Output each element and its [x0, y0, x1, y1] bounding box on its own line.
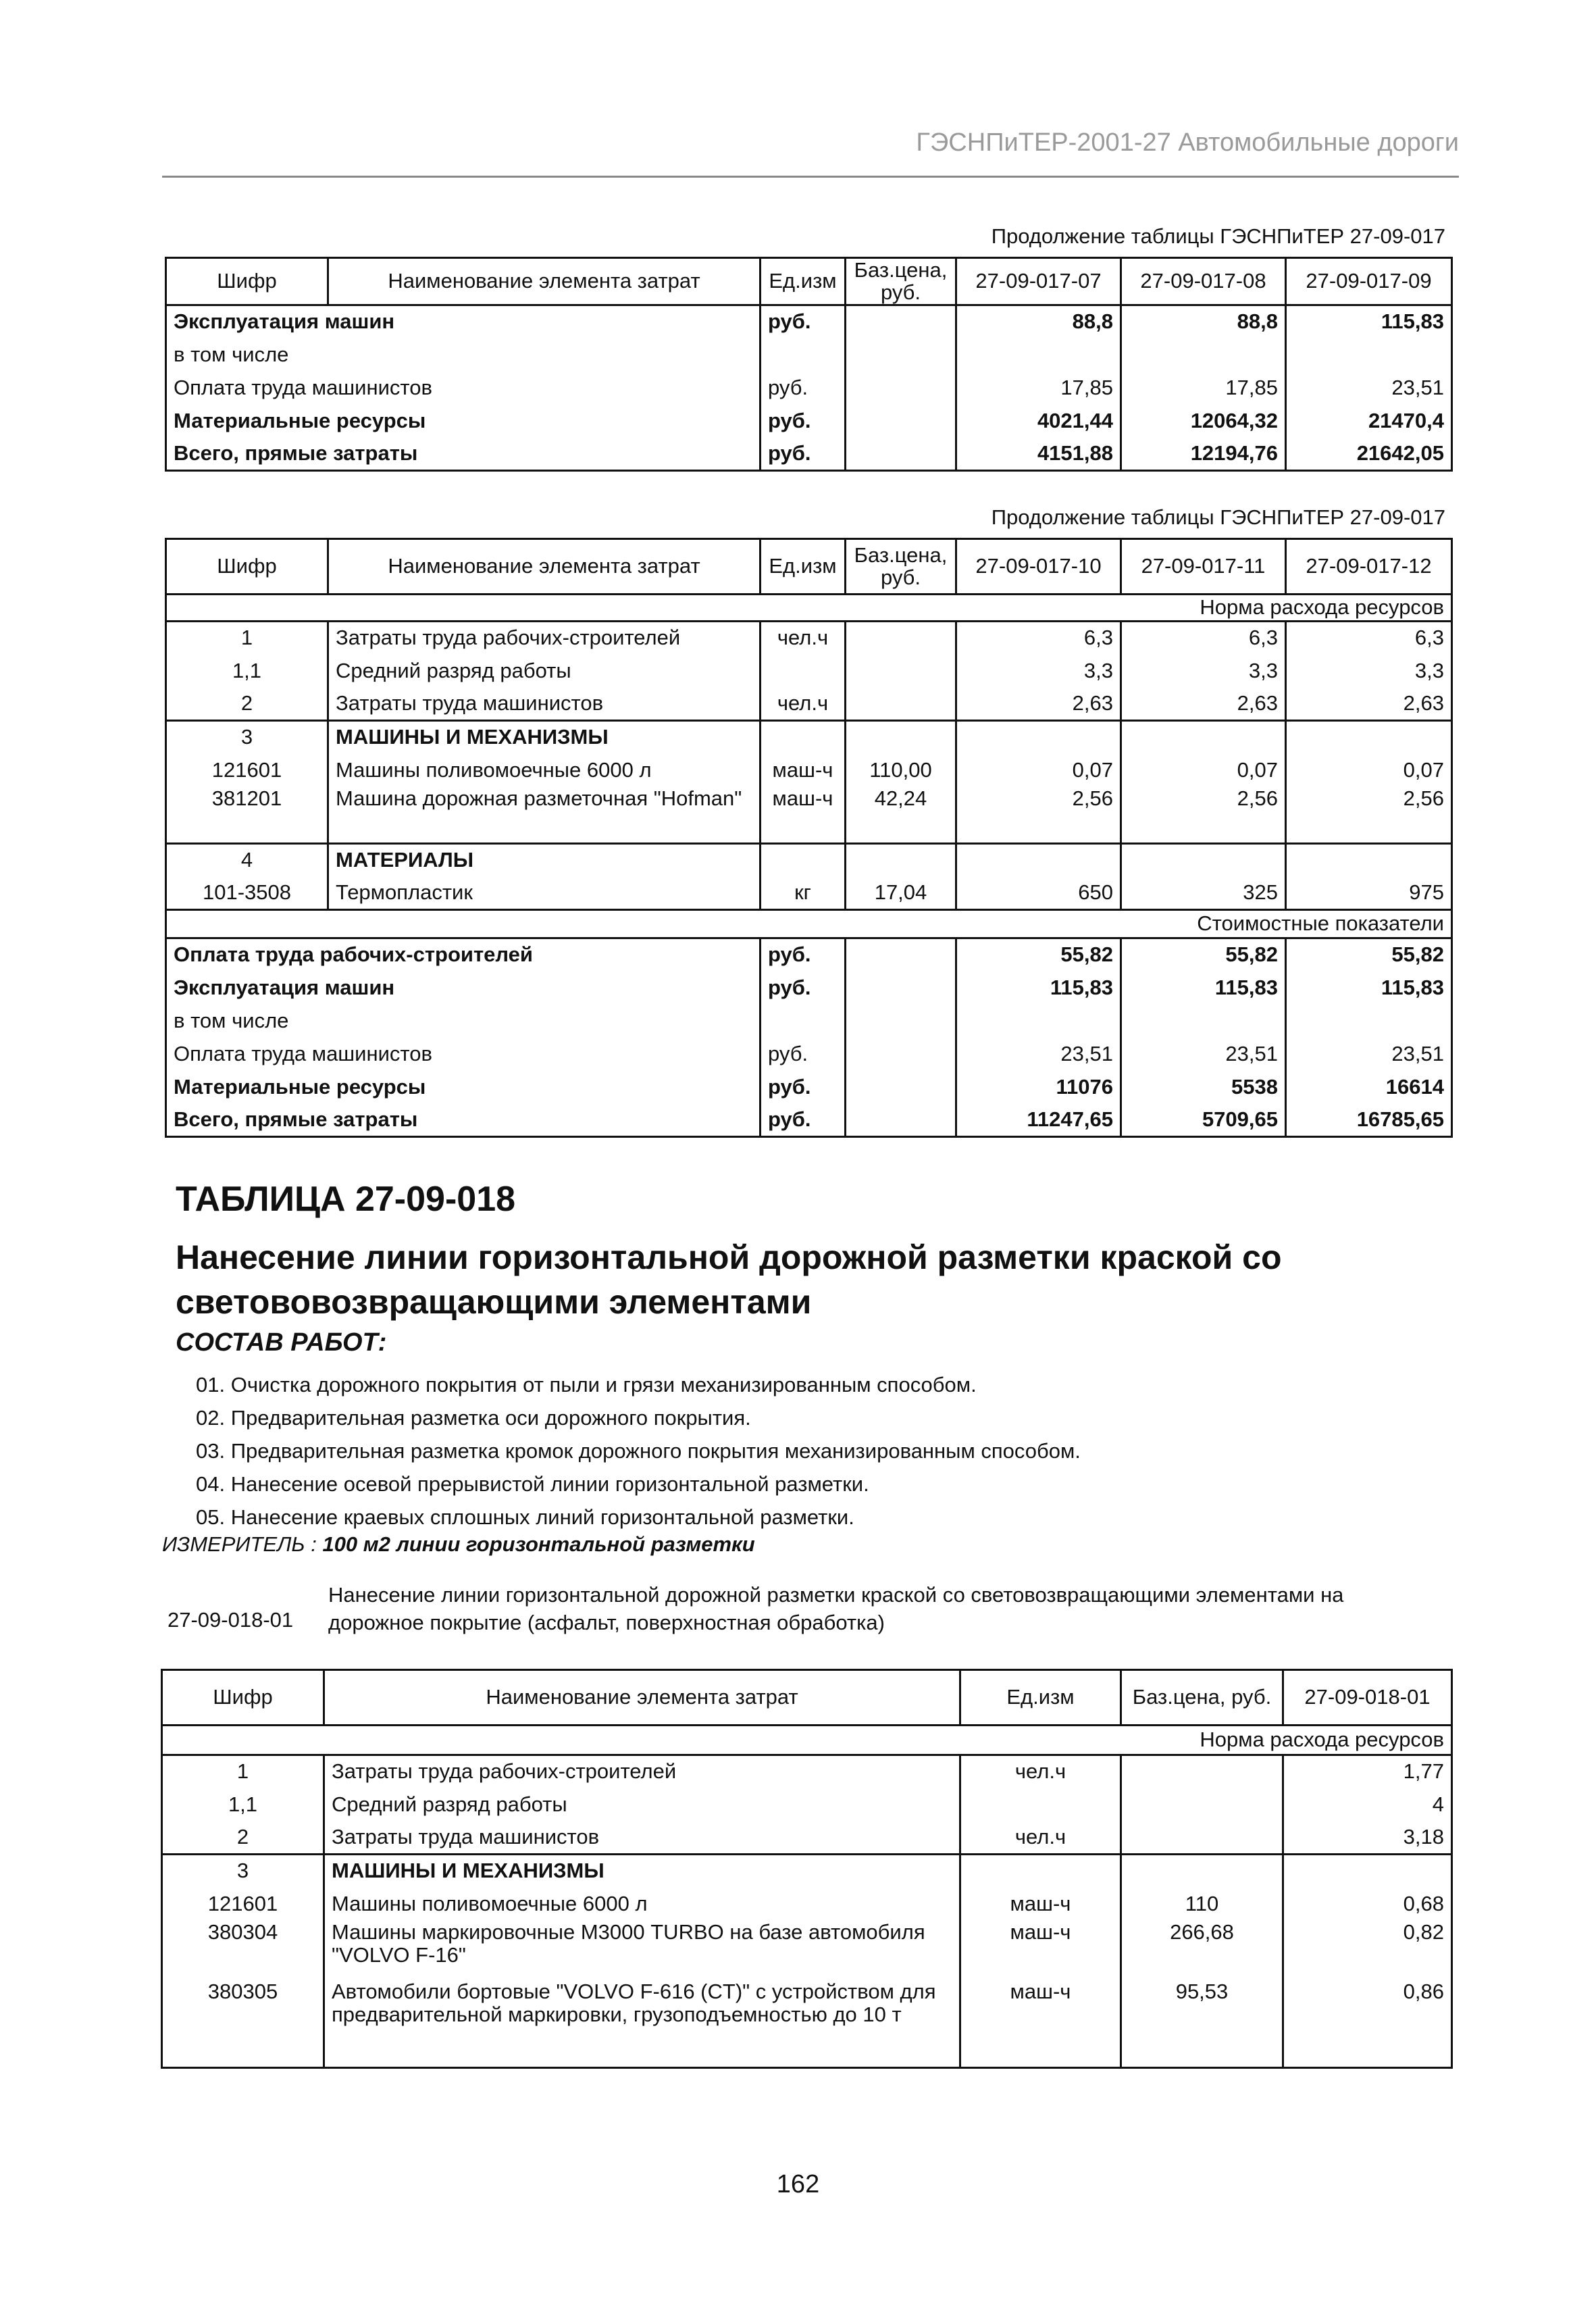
page-number: 162: [776, 2170, 820, 2198]
table-row: [162, 1921, 1452, 1980]
row-unit: маш-ч: [761, 754, 846, 787]
table-row: [162, 1855, 1452, 1888]
row-name: Машины поливомоечные 6000 л: [328, 754, 761, 787]
table-row: [166, 372, 1452, 405]
row-value: 115,83: [1286, 305, 1452, 338]
table-row: [166, 1038, 1452, 1071]
row-name: Оплата труда машинистов: [166, 1038, 761, 1071]
table-row: [166, 405, 1452, 438]
row-value: 12194,76: [1121, 438, 1286, 471]
head-col-3: 27-09-017-09: [1286, 258, 1452, 305]
section-title: ТАБЛИЦА 27-09-018: [176, 1180, 516, 1219]
row-value: 6,3: [1286, 622, 1452, 655]
row-value: 3,3: [1286, 655, 1452, 688]
row-value: 2,56: [956, 787, 1121, 844]
row-name: Машины маркировочные М3000 TURBO на базе автомобиля "VOLVO F-16": [324, 1921, 960, 1980]
list-item: 03. Предварительная разметка кромок дорожного покрытия механизированным способом.: [196, 1439, 1081, 1463]
row-base: 110,00: [846, 754, 956, 787]
row-base: 42,24: [846, 787, 956, 844]
table-row: [166, 938, 1452, 972]
table2-caption: Продолжение таблицы ГЭСНПиТЕР 27-09-017: [991, 505, 1445, 529]
head-code: Шифр: [166, 258, 328, 305]
row-name: Затраты труда машинистов: [324, 1821, 960, 1855]
row-value: 55,82: [956, 938, 1121, 972]
row-base: [846, 688, 956, 721]
row-value: 0,07: [1286, 754, 1452, 787]
table-row: [166, 622, 1452, 655]
row-unit: маш-ч: [960, 1921, 1121, 1980]
head-base-price: Баз.цена, руб.: [846, 258, 956, 305]
row-base: [1121, 1821, 1283, 1855]
item-code: 27-09-018-01: [168, 1608, 294, 1632]
row-value: 4: [1283, 1788, 1452, 1821]
row-base: [846, 622, 956, 655]
table-row: [166, 688, 1452, 721]
table-row: [166, 1005, 1452, 1038]
row-value: 4021,44: [956, 405, 1121, 438]
section-subtitle: Нанесение линии горизонтальной дорожной разметки краской со светововозвращающими элементами: [176, 1238, 1282, 1321]
row-code: 2: [166, 688, 328, 721]
row-value: 115,83: [1121, 972, 1286, 1005]
row-name: Затраты труда рабочих-строителей: [324, 1755, 960, 1788]
table-row: [166, 655, 1452, 688]
works-list: [196, 1368, 1081, 1534]
row-base: [1121, 1755, 1283, 1788]
head-col-1: 27-09-017-10: [956, 539, 1121, 595]
table1-header-row: [166, 258, 1452, 305]
row-unit: руб.: [761, 305, 846, 338]
table1: [165, 257, 1453, 472]
row-name: Затраты труда рабочих-строителей: [328, 622, 761, 655]
meter-line: [162, 1532, 755, 1557]
table3: [161, 1669, 1453, 2069]
table1-caption: Продолжение таблицы ГЭСНПиТЕР 27-09-017: [991, 224, 1445, 248]
row-name: Термопластик: [328, 877, 761, 910]
row-value: 17,85: [956, 372, 1121, 405]
row-value: 3,18: [1283, 1821, 1452, 1855]
table-row: [166, 338, 1452, 372]
works-heading: СОСТАВ РАБОТ:: [176, 1328, 387, 1357]
list-item: 01. Очистка дорожного покрытия от пыли и грязи механизированным способом.: [196, 1373, 977, 1397]
table2-header-row: [166, 539, 1452, 595]
row-value: 23,51: [1121, 1038, 1286, 1071]
row-name: Средний разряд работы: [328, 655, 761, 688]
head-unit: Ед.изм: [761, 258, 846, 305]
row-name: Средний разряд работы: [324, 1788, 960, 1821]
row-unit: чел.ч: [761, 688, 846, 721]
row-code: 121601: [162, 1888, 324, 1921]
row-code: 4: [166, 844, 328, 877]
table-row: [166, 877, 1452, 910]
row-unit: [761, 655, 846, 688]
row-code: 101-3508: [166, 877, 328, 910]
row-value: 55,82: [1286, 938, 1452, 972]
table-row: [166, 721, 1452, 754]
row-code: 3: [166, 721, 328, 754]
row-value: 0,07: [1121, 754, 1286, 787]
row-value: 21470,4: [1286, 405, 1452, 438]
norm-section-label: Норма расхода ресурсов: [162, 1726, 1452, 1755]
row-unit: [960, 1788, 1121, 1821]
table-row: [162, 1980, 1452, 2068]
row-base: 95,53: [1121, 1980, 1283, 2068]
row-base: [1121, 1788, 1283, 1821]
row-value: 0,86: [1283, 1980, 1452, 2068]
row-unit: маш-ч: [960, 1980, 1121, 2068]
row-unit: руб.: [761, 1104, 846, 1137]
table-row: [166, 1104, 1452, 1137]
table-row: [162, 1821, 1452, 1855]
row-base: [846, 305, 956, 338]
row-name: Материальные ресурсы: [166, 405, 761, 438]
row-value: 0,07: [956, 754, 1121, 787]
row-name: в том числе: [166, 338, 761, 372]
row-code: 1: [162, 1755, 324, 1788]
head-col-1: 27-09-018-01: [1283, 1670, 1452, 1726]
head-col-2: 27-09-017-11: [1121, 539, 1286, 595]
row-unit: руб.: [761, 972, 846, 1005]
row-code: 2: [162, 1821, 324, 1855]
row-code: 381201: [166, 787, 328, 844]
row-value: 2,63: [1286, 688, 1452, 721]
row-unit: руб.: [761, 938, 846, 972]
head-unit: Ед.изм: [761, 539, 846, 595]
norm-section-label: Норма расхода ресурсов: [166, 595, 1452, 622]
table-row: [166, 972, 1452, 1005]
row-unit: руб.: [761, 1038, 846, 1071]
row-value: 21642,05: [1286, 438, 1452, 471]
row-code: 1: [166, 622, 328, 655]
table-row: [166, 305, 1452, 338]
row-unit: чел.ч: [960, 1821, 1121, 1855]
list-item: 02. Предварительная разметка оси дорожного покрытия.: [196, 1406, 751, 1430]
row-unit: чел.ч: [960, 1755, 1121, 1788]
item-description: Нанесение линии горизонтальной дорожной разметки краской со световозвращающими элементами на дорожное покрытие (асфальт, поверхностная обработка): [328, 1583, 1344, 1634]
row-value: 23,51: [1286, 372, 1452, 405]
table2: [165, 538, 1453, 1138]
row-value: 5709,65: [1121, 1104, 1286, 1137]
row-base: 17,04: [846, 877, 956, 910]
row-value: 325: [1121, 877, 1286, 910]
row-value: 2,63: [1121, 688, 1286, 721]
row-name: Всего, прямые затраты: [166, 438, 761, 471]
row-unit: руб.: [761, 405, 846, 438]
row-value: 23,51: [956, 1038, 1121, 1071]
row-name: Затраты труда машинистов: [328, 688, 761, 721]
row-value: 88,8: [1121, 305, 1286, 338]
row-name: Эксплуатация машин: [166, 305, 761, 338]
row-unit: руб.: [761, 438, 846, 471]
row-name: Автомобили бортовые "VOLVO F-616 (CT)" с устройством для предварительной маркировки, грузоподъемностью до 10 т: [324, 1980, 960, 2068]
row-code: 380304: [162, 1921, 324, 1980]
row-value: 11076: [956, 1071, 1121, 1104]
table-row: [166, 438, 1452, 471]
row-value: 16785,65: [1286, 1104, 1452, 1137]
table3-header-row: [162, 1670, 1452, 1726]
row-value: 6,3: [956, 622, 1121, 655]
head-col-2: 27-09-017-08: [1121, 258, 1286, 305]
head-base-price: Баз.цена, руб.: [846, 539, 956, 595]
list-item: 05. Нанесение краевых сплошных линий горизонтальной разметки.: [196, 1505, 854, 1529]
row-name: Оплата труда машинистов: [166, 372, 761, 405]
row-code: 1,1: [162, 1788, 324, 1821]
row-value: 3,3: [1121, 655, 1286, 688]
cost-section-label: Стоимостные показатели: [166, 910, 1452, 938]
row-unit: кг: [761, 877, 846, 910]
header-text: ГЭСНПиТЕР-2001-27 Автомобильные дороги: [916, 128, 1459, 157]
row-value: 4151,88: [956, 438, 1121, 471]
row-unit: руб.: [761, 372, 846, 405]
row-value: 2,63: [956, 688, 1121, 721]
table-row: [166, 844, 1452, 877]
row-code: 121601: [166, 754, 328, 787]
meter-label: ИЗМЕРИТЕЛЬ :: [162, 1532, 317, 1556]
row-name: МАШИНЫ И МЕХАНИЗМЫ: [328, 721, 761, 754]
running-header: [162, 128, 1459, 178]
table-row: [162, 1755, 1452, 1788]
row-value: 1,77: [1283, 1755, 1452, 1788]
row-value: 17,85: [1121, 372, 1286, 405]
head-name: Наименование элемента затрат: [324, 1670, 960, 1726]
row-name: в том числе: [166, 1005, 761, 1038]
head-name: Наименование элемента затрат: [328, 539, 761, 595]
row-code: 3: [162, 1855, 324, 1888]
table-row: [166, 754, 1452, 787]
row-name: Машины поливомоечные 6000 л: [324, 1888, 960, 1921]
head-col-1: 27-09-017-07: [956, 258, 1121, 305]
row-value: 0,68: [1283, 1888, 1452, 1921]
row-base: [846, 655, 956, 688]
row-value: 12064,32: [1121, 405, 1286, 438]
row-value: 0,82: [1283, 1921, 1452, 1980]
row-unit: чел.ч: [761, 622, 846, 655]
row-code: 380305: [162, 1980, 324, 2068]
row-name: Материальные ресурсы: [166, 1071, 761, 1104]
table-row: [162, 1888, 1452, 1921]
head-base-price: Баз.цена, руб.: [1121, 1670, 1283, 1726]
row-name: Всего, прямые затраты: [166, 1104, 761, 1137]
row-name: МАШИНЫ И МЕХАНИЗМЫ: [324, 1855, 960, 1888]
list-item: 04. Нанесение осевой прерывистой линии горизонтальной разметки.: [196, 1472, 869, 1496]
table-row: [166, 787, 1452, 844]
row-code: 1,1: [166, 655, 328, 688]
row-value: 115,83: [1286, 972, 1452, 1005]
row-base: 110: [1121, 1888, 1283, 1921]
row-unit: руб.: [761, 1071, 846, 1104]
row-value: 650: [956, 877, 1121, 910]
row-value: 2,56: [1286, 787, 1452, 844]
row-value: 16614: [1286, 1071, 1452, 1104]
row-value: 55,82: [1121, 938, 1286, 972]
meter-value: 100 м2 линии горизонтальной разметки: [322, 1532, 755, 1556]
row-base: 266,68: [1121, 1921, 1283, 1980]
row-name: МАТЕРИАЛЫ: [328, 844, 761, 877]
head-code: Шифр: [166, 539, 328, 595]
head-code: Шифр: [162, 1670, 324, 1726]
row-value: 975: [1286, 877, 1452, 910]
row-name: Эксплуатация машин: [166, 972, 761, 1005]
row-value: 6,3: [1121, 622, 1286, 655]
row-name: Машина дорожная разметочная "Hofman": [328, 787, 761, 844]
head-name: Наименование элемента затрат: [328, 258, 761, 305]
row-value: 23,51: [1286, 1038, 1452, 1071]
head-unit: Ед.изм: [960, 1670, 1121, 1726]
table-row: [166, 1071, 1452, 1104]
row-value: 115,83: [956, 972, 1121, 1005]
row-value: 88,8: [956, 305, 1121, 338]
row-unit: маш-ч: [960, 1888, 1121, 1921]
row-value: 11247,65: [956, 1104, 1121, 1137]
row-value: 2,56: [1121, 787, 1286, 844]
row-value: 5538: [1121, 1071, 1286, 1104]
row-unit: маш-ч: [761, 787, 846, 844]
table-row: [162, 1788, 1452, 1821]
head-col-3: 27-09-017-12: [1286, 539, 1452, 595]
row-name: Оплата труда рабочих-строителей: [166, 938, 761, 972]
row-value: 3,3: [956, 655, 1121, 688]
